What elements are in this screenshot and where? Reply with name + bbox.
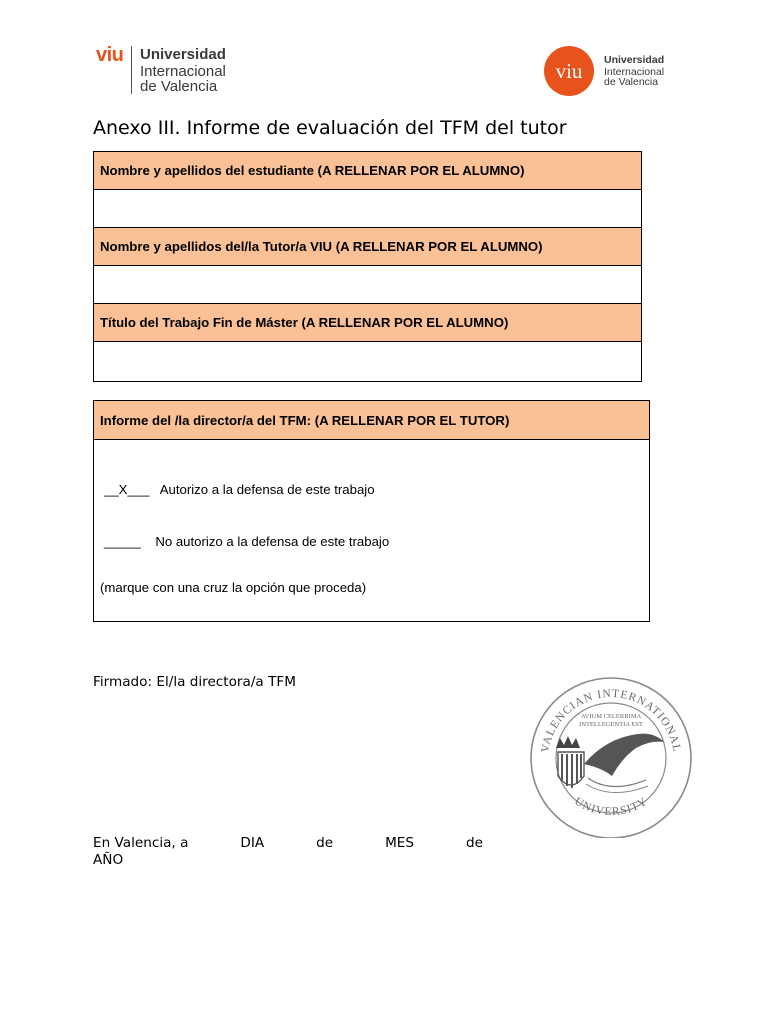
student-name-field[interactable]	[94, 190, 641, 228]
signed-by-label: Firmado: El/la directora/a TFM	[93, 674, 296, 690]
tutor-name-header: Nombre y apellidos del/la Tutor/a VIU (A RELLENAR POR EL ALUMNO)	[94, 228, 641, 266]
date-day-placeholder: DIA	[240, 835, 265, 851]
tutor-report-body	[94, 440, 649, 621]
viu-logo-right	[544, 46, 684, 96]
viu-circle-icon	[544, 46, 594, 96]
seal-bottom-text: UNIVERSITY	[572, 795, 650, 819]
option-instruction-note: (marque con una cruz la opción que proceda)	[100, 580, 367, 595]
date-year-placeholder: AÑO	[93, 852, 124, 868]
logo-line-1: Universidad	[140, 46, 226, 63]
date-de-1: de	[316, 835, 334, 851]
date-month-placeholder: MES	[385, 835, 415, 851]
thesis-title-header: Título del Trabajo Fin de Máster (A RELLENAR POR EL ALUMNO)	[94, 304, 641, 342]
date-line	[93, 835, 483, 868]
seal-top-text: VALENCIAN INTERNATIONAL	[539, 687, 683, 754]
viu-brand-text: viu	[96, 44, 124, 66]
date-prefix: En Valencia, a	[93, 835, 189, 851]
logo-divider	[131, 46, 132, 94]
tutor-name-field[interactable]	[94, 266, 641, 304]
logo-line-3: de Valencia	[140, 78, 218, 95]
logo-right-line-2: Internacional	[604, 66, 665, 78]
option-not-authorize[interactable]: _____ No autorizo a la defensa de este trabajo	[104, 534, 390, 549]
seal-icon	[526, 676, 696, 838]
student-name-header: Nombre y apellidos del estudiante (A RELLENAR POR EL ALUMNO)	[94, 152, 641, 190]
logo-line-2: Internacional	[140, 63, 226, 80]
document-title: Anexo III. Informe de evaluación del TFM del tutor	[93, 117, 567, 139]
student-info-table	[93, 151, 642, 382]
seal-motto-line-2: INTELLEGENTIA EST	[579, 721, 643, 728]
option-authorize[interactable]: __X___ Autorizo a la defensa de este trabajo	[104, 482, 375, 497]
seal-motto-line-1: AVIUM CELERRIMA	[580, 713, 642, 720]
university-seal	[526, 676, 696, 838]
tutor-report-header: Informe del /la director/a del TFM: (A RELLENAR POR EL TUTOR)	[94, 401, 649, 440]
logo-right-line-1: Universidad	[604, 54, 665, 66]
tutor-report-table	[93, 400, 650, 622]
svg-text:UNIVERSITY	[572, 795, 650, 818]
viu-logo-left	[96, 44, 236, 96]
date-de-2: de	[465, 835, 483, 851]
viu-circle-text: viu	[555, 58, 583, 83]
thesis-title-field[interactable]	[94, 342, 641, 379]
logo-right-line-3: de Valencia	[604, 76, 659, 88]
